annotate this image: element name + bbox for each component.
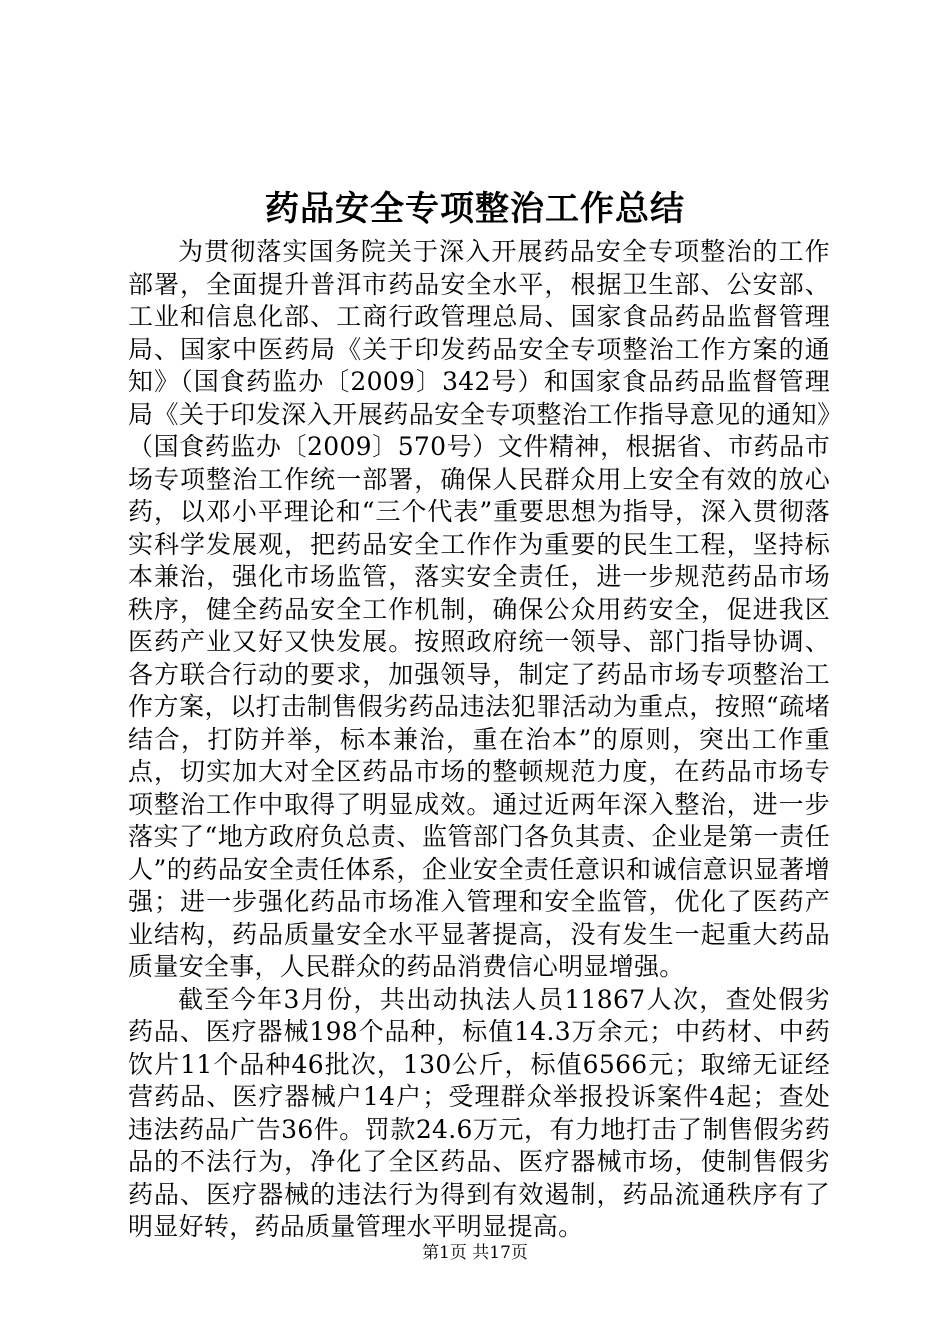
document-title: 药品安全专项整治工作总结 [265, 189, 685, 229]
paragraph-1: 为贯彻落实国务院关于深入开展药品安全专项整治的工作部署，全面提升普洱市药品安全水平，根据卫生部、公安部、工业和信息化部、工商行政管理总局、国家食品药品监督管理局、国家中医药局《关于印发药品安全专项整治工作方案的通知》（国食药监办〔2009〕342号）和国家食品药品监督管理局《关于印发深入开展药品安全专项整治工作指导意见的通知》（国食药监办〔2009〕570号）文件精神，根据省、市药品市场专项整治工作统一部署，确保人民群众用上安全有效的放心药，以邓小平理论和“三个代表”重要思想为指导，深入贯彻落实科学发展观，把药品安全工作作为重要的民生工程，坚持标本兼治，强化市场监管，落实安全责任，进一步规范药品市场秩序，健全药品安全工作机制，确保公众用药安全，促进我区医药产业又好又快发展。按照政府统一领导、部门指导协调、各方联合行动的要求，加强领导，制定了药品市场专项整治工作方案，以打击制售假劣药品违法犯罪活动为重点，按照“疏堵结合，打防并举，标本兼治，重在治本”的原则，突出工作重点，切实加大对全区药品市场的整顿规范力度，在药品市场专项整治工作中取得了明显成效。通过近两年深入整治，进一步落实了“地方政府负总责、监管部门各负其责、企业是第一责任人”的药品安全责任体系，企业安全责任意识和诚信意识显著增强；进一步强化药品市场准入管理和安全监管，优化了医药产业结构，药品质量安全水平显著提高，没有发生一起重大药品质量安全事，人民群众的药品消费信心明显增强。 [128, 237, 830, 981]
paragraph-2: 截至今年3月份，共出动执法人员11867人次，查处假劣药品、医疗器械198个品种，标值14.3万余元；中药材、中药饮片11个品种46批次，130公斤，标值6566元；取缔无证经营药品、医疗器械户14户；受理群众举报投诉案件4起；查处违法药品广告36件。罚款24.6万元，有力地打击了制售假劣药品的不法行为，净化了全区药品、医疗器械市场，使制售假劣药品、医疗器械的违法行为得到有效遏制，药品流通秩序有了明显好转，药品质量管理水平明显提高。 [128, 984, 830, 1241]
page-footer: 第1页 共17页 [422, 1243, 528, 1263]
document-body [128, 236, 830, 1244]
